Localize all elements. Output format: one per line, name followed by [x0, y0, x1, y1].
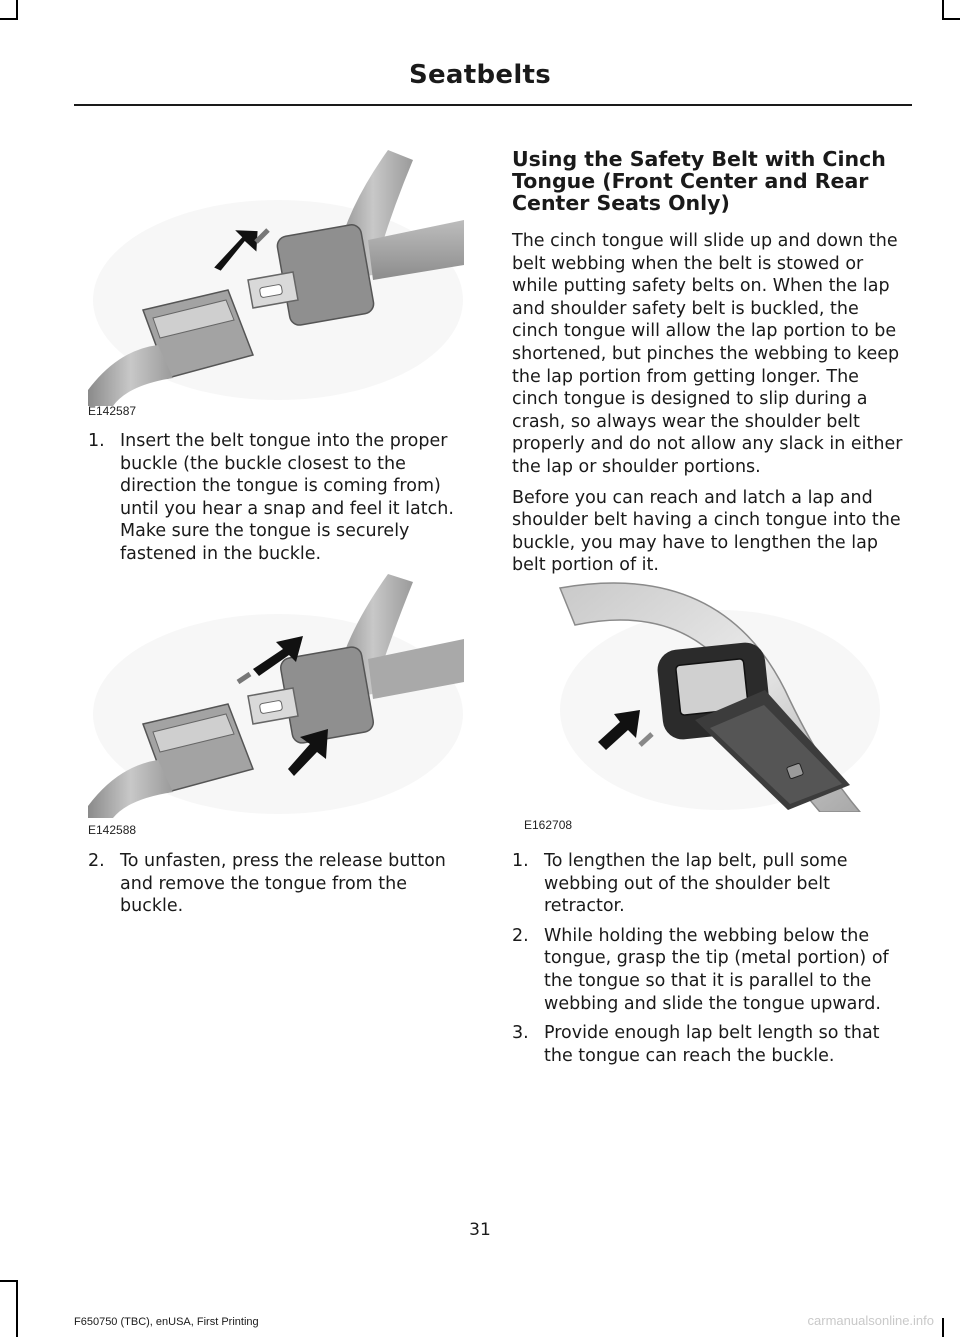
figure-buckle-release: [88, 574, 464, 818]
crop-mark: [942, 18, 960, 20]
page-number: 31: [469, 1220, 491, 1240]
figure-id: E142588: [88, 823, 137, 837]
crop-mark: [942, 0, 944, 18]
step-text: Insert the belt tongue into the proper buckle (the buckle closest to the direction the tongue is coming from) until you hear a snap and feel it latch. Make sure the tongue is securely fastened in the buckle.: [120, 431, 454, 564]
figure-buckle-insert: [88, 150, 464, 406]
list-item: [512, 850, 908, 918]
step-text: To lengthen the lap belt, pull some webbing out of the shoulder belt retractor.: [544, 851, 848, 917]
list-item: [512, 925, 908, 1015]
right-column-text: [512, 148, 908, 577]
crop-mark: [16, 1282, 18, 1337]
paragraph: Before you can reach and latch a lap and shoulder belt having a cinch tongue into the buckle, you may have to lengthen the lap belt portion of it.: [512, 487, 901, 576]
step-number: 2.: [512, 925, 529, 946]
crop-mark: [16, 0, 18, 18]
list-item: [88, 430, 466, 566]
left-step-2: [88, 850, 466, 925]
paragraph: The cinch tongue will slide up and down the belt webbing when the belt is stowed or while putting safety belts on. When the lap and shoulder safety belt is buckled, the cinch tongue will allow the lap portion to be shortened, but pinches the webbing to keep the lap portion from getting longer. The cinch tongue is designed to slip during a crash, so always wear the shoulder belt properly and do not allow any slack in either the lap or shoulder portions.: [512, 231, 903, 477]
crop-mark: [0, 18, 18, 20]
figure-cinch-tongue: [520, 570, 880, 812]
step-number: 3.: [512, 1023, 529, 1044]
section-heading: Using the Safety Belt with Cinch Tongue (Front Center and Rear Center Seats Only): [512, 147, 886, 215]
left-step-1: [88, 430, 466, 573]
step-number: 2.: [88, 851, 105, 871]
cinch-tongue-illustration: [520, 570, 880, 812]
page-title: Seatbelts: [408, 60, 552, 90]
crop-mark: [942, 1318, 944, 1337]
seatbelt-release-illustration: [88, 574, 464, 818]
step-number: 1.: [88, 431, 105, 451]
document-info: F650750 (TBC), enUSA, First Printing: [74, 1316, 259, 1328]
header-divider: [74, 104, 912, 106]
figure-id: E142587: [88, 404, 137, 418]
right-steps: [512, 850, 908, 1074]
step-number: 1.: [512, 851, 529, 871]
watermark: carmanualsonline.info: [807, 1313, 934, 1328]
step-text: While holding the webbing below the tongue, grasp the tip (metal portion) of the tongue so that it is parallel to the webbing and slide the tongue upward.: [544, 925, 889, 1014]
seatbelt-insert-illustration: [88, 150, 464, 406]
step-text: Provide enough lap belt length so that the tongue can reach the buckle.: [544, 1023, 880, 1066]
list-item: [88, 850, 466, 918]
figure-id: E162708: [524, 818, 573, 832]
list-item: [512, 1022, 908, 1067]
step-text: To unfasten, press the release button and remove the tongue from the buckle.: [120, 851, 446, 917]
